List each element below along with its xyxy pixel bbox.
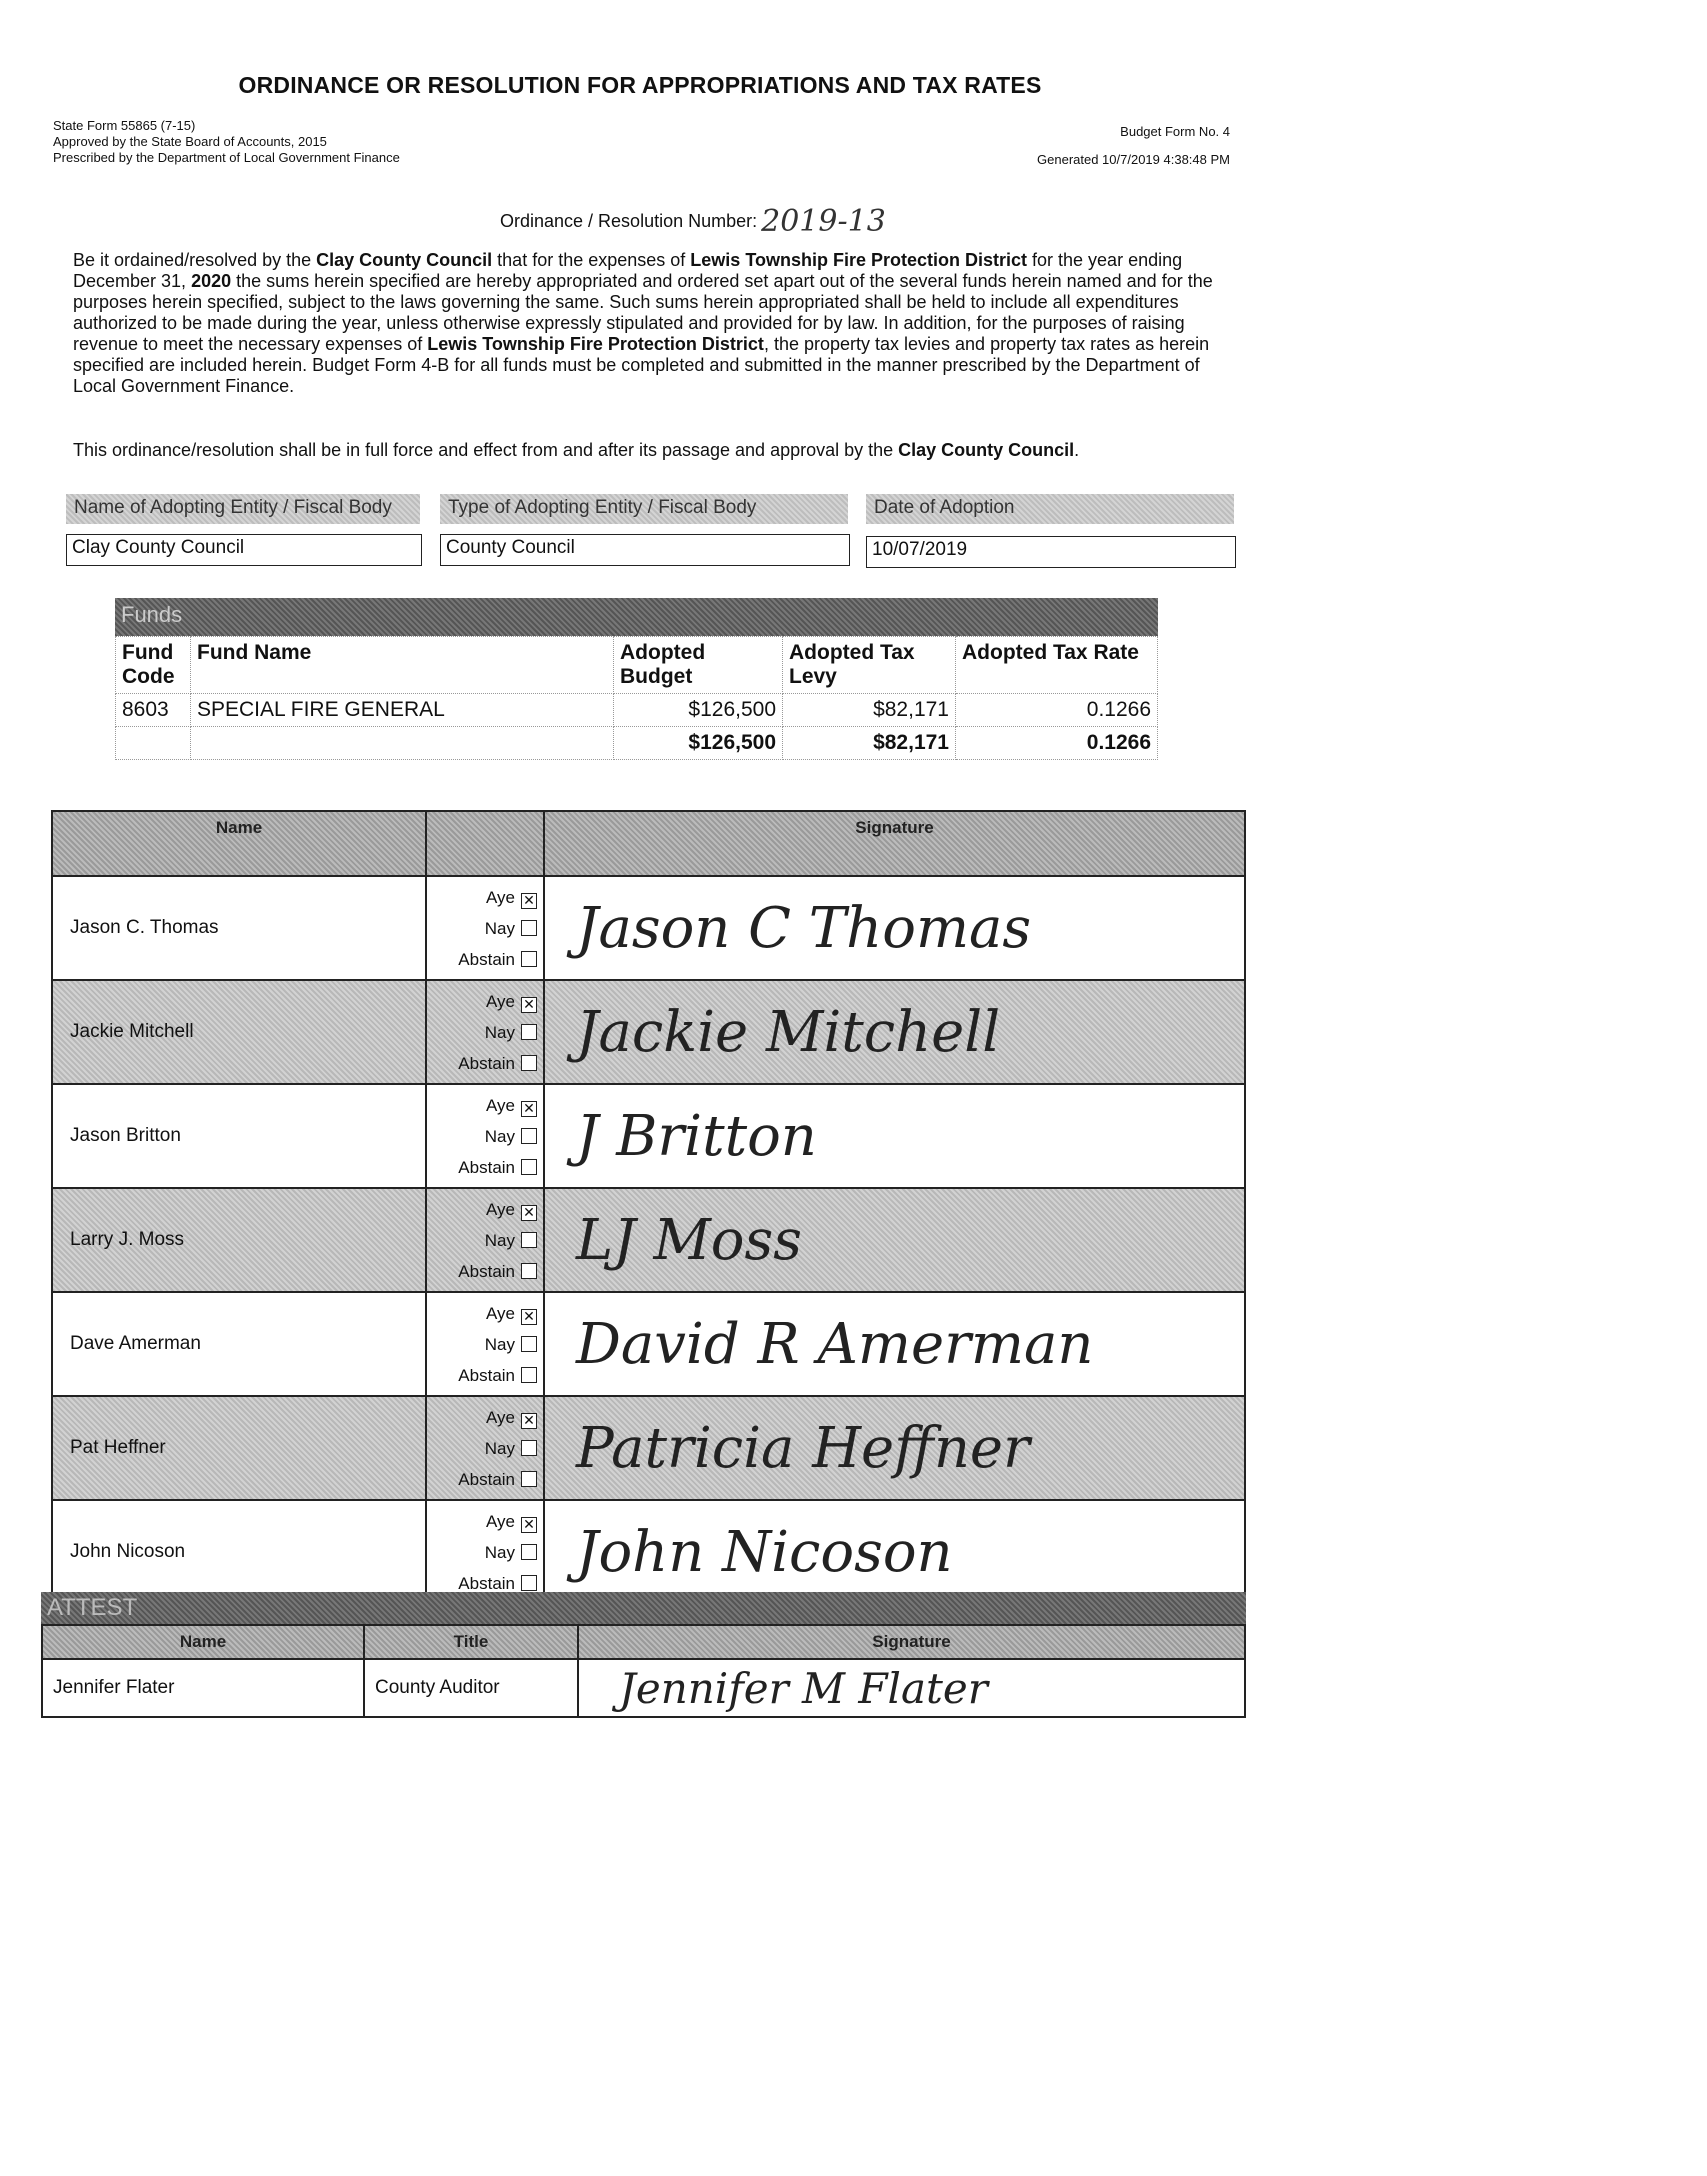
vote-header-row [52,811,1245,876]
fund-name-header: Fund Name [191,637,614,694]
table-row [52,1292,1245,1396]
abstain-checkbox[interactable] [521,1159,537,1175]
signature-image: Jennifer M Flater [619,1663,988,1713]
aye-checkbox[interactable] [521,1101,537,1117]
aye-label: Aye [486,1511,515,1531]
state-form-number: State Form 55865 (7-15) [53,118,196,133]
vote-name-header: Name [52,811,426,876]
nay-checkbox[interactable] [521,1544,537,1560]
aye-label: Aye [486,1095,515,1115]
abstain-checkbox[interactable] [521,1263,537,1279]
nay-option[interactable] [428,913,537,944]
aye-checkbox[interactable] [521,1517,537,1533]
funds-total-row [116,727,1158,760]
member-signature [544,1500,1245,1604]
signature-image: John Nicoson [576,1519,953,1585]
table-row [52,1396,1245,1500]
signature-image: LJ Moss [576,1207,802,1273]
aye-label: Aye [486,991,515,1011]
member-signature [544,1292,1245,1396]
abstain-option[interactable] [428,1360,537,1391]
attest-name-header: Name [42,1625,364,1659]
adopted-levy-header: Adopted Tax Levy [783,637,956,694]
vote-options [426,1188,544,1292]
abstain-checkbox[interactable] [521,1055,537,1071]
member-name: Dave Amerman [52,1292,426,1396]
attest-title: ATTEST [41,1592,1246,1624]
abstain-option[interactable] [428,1464,537,1495]
nay-checkbox[interactable] [521,1336,537,1352]
signature-image: Jason C Thomas [576,895,1032,961]
form-meta-left [53,118,400,166]
nay-label: Nay [484,918,515,938]
abstain-label: Abstain [458,1157,515,1177]
table-row [52,876,1245,980]
abstain-option[interactable] [428,1048,537,1079]
nay-label: Nay [484,1126,515,1146]
aye-option[interactable] [428,986,537,1017]
member-name: Jason Britton [52,1084,426,1188]
adopting-name-label: Name of Adopting Entity / Fiscal Body [66,494,420,524]
vote-signature-header: Signature [544,811,1245,876]
abstain-label: Abstain [458,1261,515,1281]
ordinance-number-handwritten: 2019-13 [761,204,886,239]
nay-option[interactable] [428,1121,537,1152]
abstain-label: Abstain [458,949,515,969]
aye-option[interactable] [428,1298,537,1329]
aye-option[interactable] [428,1194,537,1225]
member-signature [544,1188,1245,1292]
adopted-budget-header: Adopted Budget [614,637,783,694]
fund-rate: 0.1266 [956,694,1158,727]
generated-timestamp: Generated 10/7/2019 4:38:48 PM [1037,152,1230,167]
table-row [116,694,1158,727]
abstain-checkbox[interactable] [521,1471,537,1487]
nay-label: Nay [484,1230,515,1250]
abstain-label: Abstain [458,1053,515,1073]
aye-label: Aye [486,1303,515,1323]
attest-signature-header: Signature [578,1625,1245,1659]
abstain-label: Abstain [458,1573,515,1593]
budget-form-number: Budget Form No. 4 [1120,124,1230,139]
signature-image: David R Amerman [576,1311,1094,1377]
abstain-checkbox[interactable] [521,1367,537,1383]
member-signature [544,980,1245,1084]
aye-checkbox[interactable] [521,1205,537,1221]
vote-options [426,1292,544,1396]
aye-label: Aye [486,1199,515,1219]
member-signature [544,1084,1245,1188]
adopted-rate-header: Adopted Tax Rate [956,637,1158,694]
aye-checkbox[interactable] [521,1309,537,1325]
nay-option[interactable] [428,1017,537,1048]
abstain-checkbox[interactable] [521,1575,537,1591]
fund-code-header: Fund Code [116,637,191,694]
force-effect-statement: This ordinance/resolution shall be in full force and effect from and after its passage and approval by the Clay County Council. [73,440,1080,460]
member-name: Jason C. Thomas [52,876,426,980]
fund-levy: $82,171 [783,694,956,727]
adoption-date-field: 10/07/2019 [866,536,1236,568]
attest-row [42,1659,1245,1717]
aye-option[interactable] [428,1506,537,1537]
vote-options [426,1500,544,1604]
nay-option[interactable] [428,1433,537,1464]
abstain-checkbox[interactable] [521,951,537,967]
attest-section [41,1592,1246,1718]
aye-option[interactable] [428,1090,537,1121]
member-signature [544,876,1245,980]
adoption-date-label: Date of Adoption [866,494,1234,524]
table-row [52,1084,1245,1188]
table-row [52,1500,1245,1604]
document-title: ORDINANCE OR RESOLUTION FOR APPROPRIATIONS AND TAX RATES [238,72,1042,98]
vote-options [426,1084,544,1188]
aye-option[interactable] [428,882,537,913]
member-name: John Nicoson [52,1500,426,1604]
nay-option[interactable] [428,1537,537,1568]
total-levy: $82,171 [783,727,956,760]
funds-header-row [116,637,1158,694]
table-row [52,980,1245,1084]
form-meta-right [960,118,1230,174]
attest-title-header: Title [364,1625,578,1659]
attest-role: County Auditor [364,1659,578,1717]
total-rate: 0.1266 [956,727,1158,760]
nay-checkbox[interactable] [521,920,537,936]
nay-checkbox[interactable] [521,1024,537,1040]
adopting-name-field: Clay County Council [66,534,422,566]
aye-label: Aye [486,1407,515,1427]
council-vote-table [51,810,1246,1605]
abstain-label: Abstain [458,1365,515,1385]
nay-checkbox[interactable] [521,1128,537,1144]
member-name: Larry J. Moss [52,1188,426,1292]
nay-checkbox[interactable] [521,1232,537,1248]
attest-header-row [42,1625,1245,1659]
aye-label: Aye [486,887,515,907]
nay-checkbox[interactable] [521,1440,537,1456]
nay-label: Nay [484,1022,515,1042]
signature-image: Jackie Mitchell [576,999,1001,1065]
nay-label: Nay [484,1438,515,1458]
ordinance-body: Be it ordained/resolved by the Clay County Council that for the expenses of Lewis Township Fire Protection District for the year ending December 31, 2020 the sums herein specified are hereby appropriated and ordered set apart out of the several funds herein named and for the purposes herein specified, subject to the laws governing the same. Such sums herein appropriated shall be held to include all expenditures authorized to be made during the year, unless otherwise expressly stipulated and provided for by law. In addition, for the purposes of raising revenue to meet the necessary expenses of Lewis Township Fire Protection District, the property tax levies and property tax rates as herein specified are included herein. Budget Form 4-B for all funds must be completed and submitted in the manner prescribed by the Department of Local Government Finance. [73,250,1213,396]
nay-label: Nay [484,1334,515,1354]
ordinance-number-label: Ordinance / Resolution Number: [500,211,758,231]
nay-option[interactable] [428,1329,537,1360]
prescribed-line: Prescribed by the Department of Local Government Finance [53,150,400,165]
member-name: Jackie Mitchell [52,980,426,1084]
aye-checkbox[interactable] [521,893,537,909]
nay-label: Nay [484,1542,515,1562]
fund-budget: $126,500 [614,694,783,727]
ordinance-number [500,204,886,239]
adopting-type-label: Type of Adopting Entity / Fiscal Body [440,494,848,524]
vote-options [426,876,544,980]
abstain-option[interactable] [428,1152,537,1183]
vote-options [426,980,544,1084]
adopting-type-field: County Council [440,534,850,566]
abstain-option[interactable] [428,1256,537,1287]
abstain-label: Abstain [458,1469,515,1489]
member-name: Pat Heffner [52,1396,426,1500]
aye-checkbox[interactable] [521,997,537,1013]
signature-image: J Britton [576,1103,817,1169]
total-budget: $126,500 [614,727,783,760]
aye-option[interactable] [428,1402,537,1433]
signature-image: Patricia Heffner [576,1415,1030,1481]
vote-choice-header [426,811,544,876]
fund-name: SPECIAL FIRE GENERAL [191,694,614,727]
vote-options [426,1396,544,1500]
aye-checkbox[interactable] [521,1413,537,1429]
abstain-option[interactable] [428,944,537,975]
funds-table [115,598,1158,760]
approval-line: Approved by the State Board of Accounts, 2015 [53,134,327,149]
fund-code: 8603 [116,694,191,727]
nay-option[interactable] [428,1225,537,1256]
funds-section-title: Funds [115,598,1158,636]
member-signature [544,1396,1245,1500]
attest-signature [578,1659,1245,1717]
table-row [52,1188,1245,1292]
attest-name: Jennifer Flater [42,1659,364,1717]
